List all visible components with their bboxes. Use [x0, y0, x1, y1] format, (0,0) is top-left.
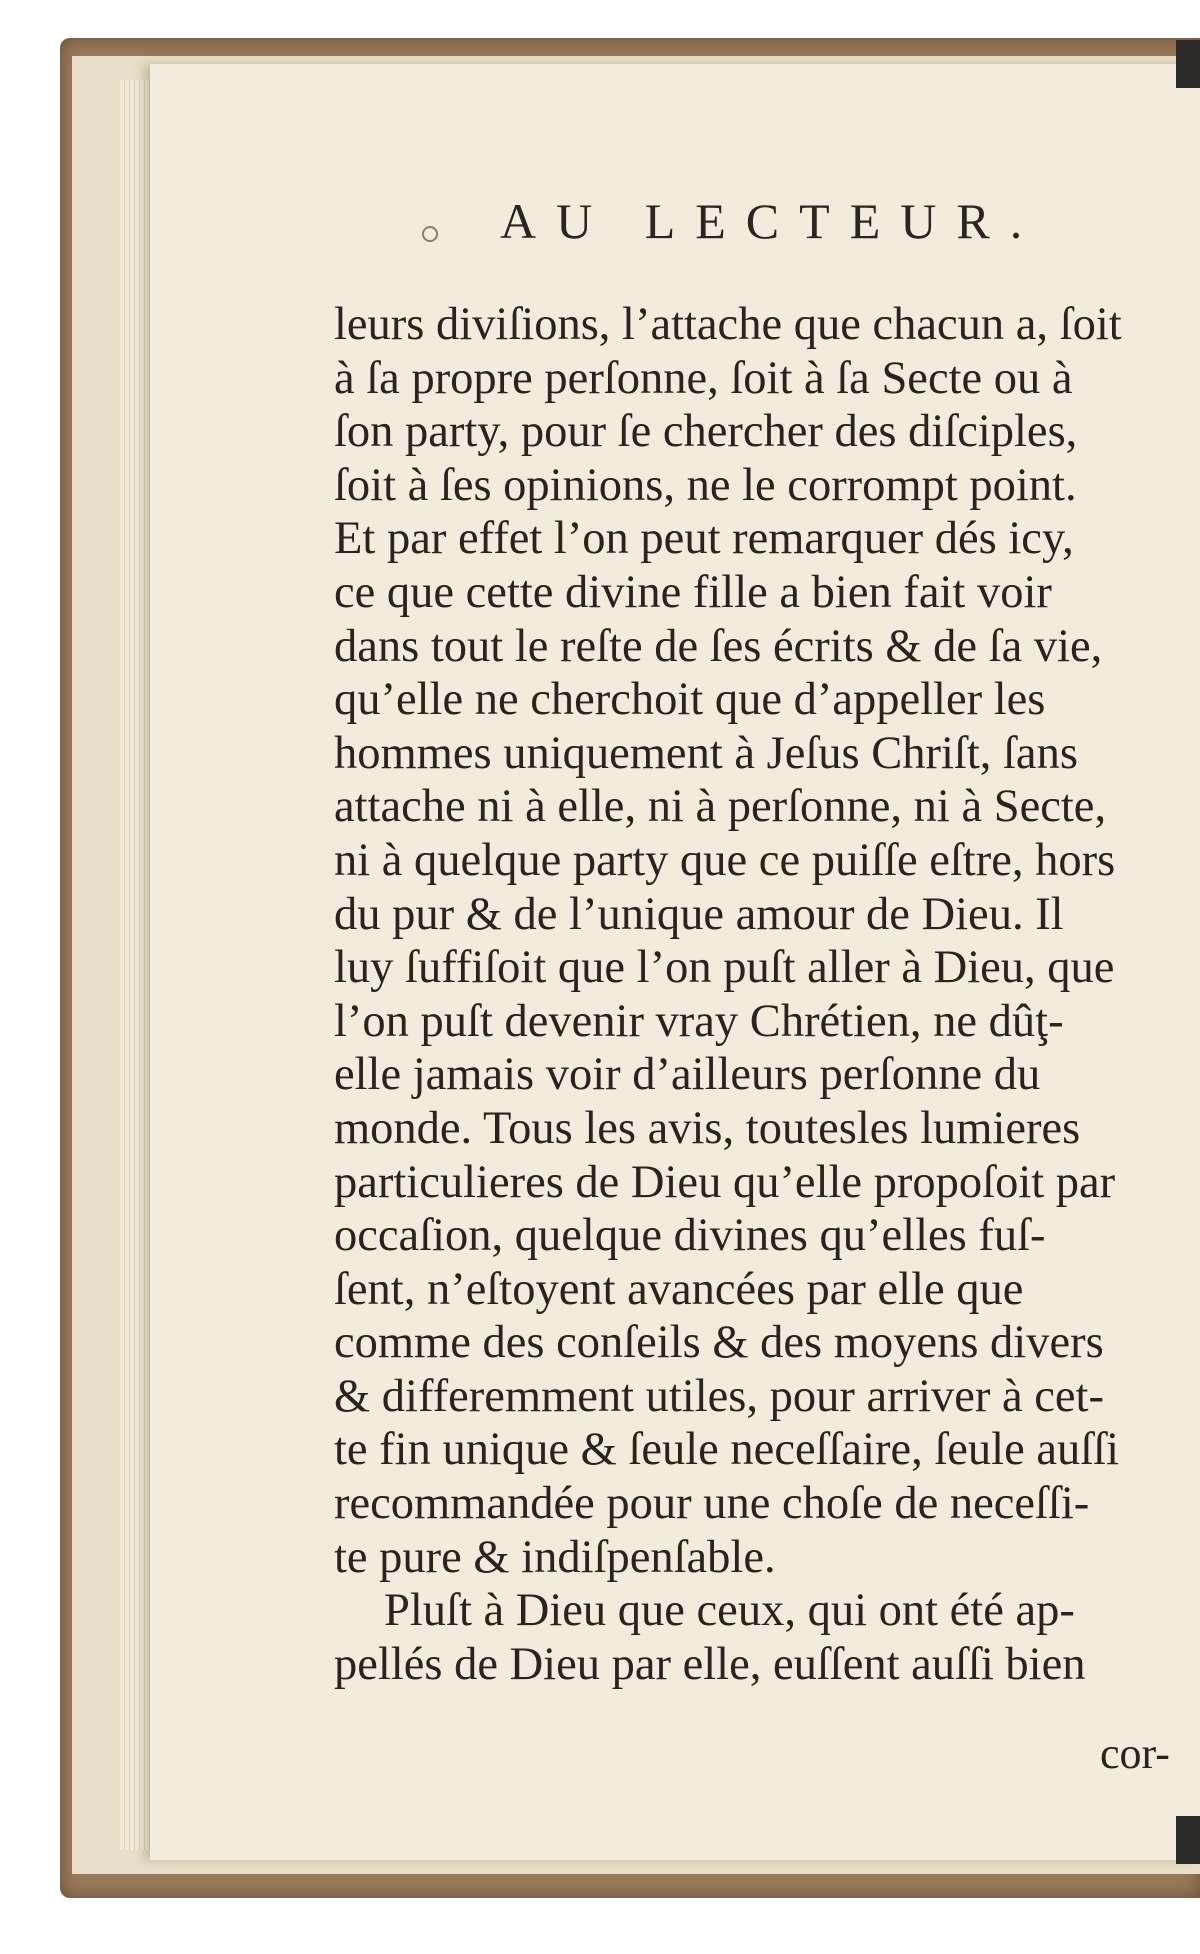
text-line: particulieres de Dieu qu’elle propoſoit par — [334, 1156, 1116, 1208]
text-line: te pure & indiſpenſable. — [334, 1531, 776, 1583]
clasp-bottom — [1176, 1816, 1200, 1864]
page-edges — [120, 80, 154, 1850]
text-line: te fin unique & ſeule neceſſaire, ſeule auſſi — [334, 1424, 1120, 1476]
text-line: Pluſt à Dieu que ceux, qui ont été ap- — [384, 1585, 1075, 1637]
text-line: du pur & de l’unique amour de Dieu. Il — [334, 888, 1064, 940]
text-line: leurs diviſions, l’attache que chacun a, ſoit — [334, 299, 1122, 350]
text-line: Et par effet l’on peut remarquer dés icy, — [334, 513, 1074, 565]
text-line: hommes uniquement à Jeſus Chriſt, ſans — [334, 727, 1078, 779]
text-line: à ſa propre perſonne, ſoit à ſa Secte ou à — [334, 352, 1073, 404]
text-line: elle jamais voir d’ailleurs perſonne du — [334, 1049, 1041, 1101]
text-line: monde. Tous les avis, toutesles lumieres — [334, 1102, 1081, 1154]
clasp-top — [1176, 40, 1200, 88]
text-line: recommandée pour une choſe de neceſſi- — [334, 1478, 1090, 1530]
text-line: ce que cette divine fille a bien fait voir — [334, 566, 1052, 618]
page-body-text — [334, 298, 1200, 1691]
text-line: attache ni à elle, ni à perſonne, ni à Secte, — [334, 781, 1107, 833]
text-line: ſon party, pour ſe chercher des diſciples, — [334, 406, 1078, 458]
text-line: ſoit à ſes opinions, ne le corrompt point. — [334, 459, 1077, 511]
text-line: ni à quelque party que ce puiſſe eſtre, hors — [334, 834, 1116, 886]
running-title: AU LECTEUR. — [500, 193, 1043, 249]
text-line: qu’elle ne cherchoit que d’appeller les — [334, 674, 1046, 726]
text-line: dans tout le reſte de ſes écrits & de ſa vie, — [334, 620, 1103, 672]
text-line: occaſion, quelque divines qu’elles fuſ- — [334, 1210, 1046, 1262]
text-line: ſent, n’eſtoyent avancées par elle que — [334, 1263, 1024, 1315]
text-line: & differemment utiles, pour arriver à cet- — [334, 1370, 1104, 1422]
text-line: comme des conſeils & des moyens divers — [334, 1317, 1104, 1369]
catchword: cor- — [1100, 1729, 1170, 1778]
text-line: l’on puſt devenir vray Chrétien, ne dûţ- — [334, 995, 1064, 1047]
ornament-mark — [422, 226, 438, 242]
text-line: luy ſuffiſoit que l’on puſt aller à Dieu, que — [334, 942, 1115, 994]
text-line: pellés de Dieu par elle, euſſent auſſi bien — [334, 1638, 1086, 1690]
